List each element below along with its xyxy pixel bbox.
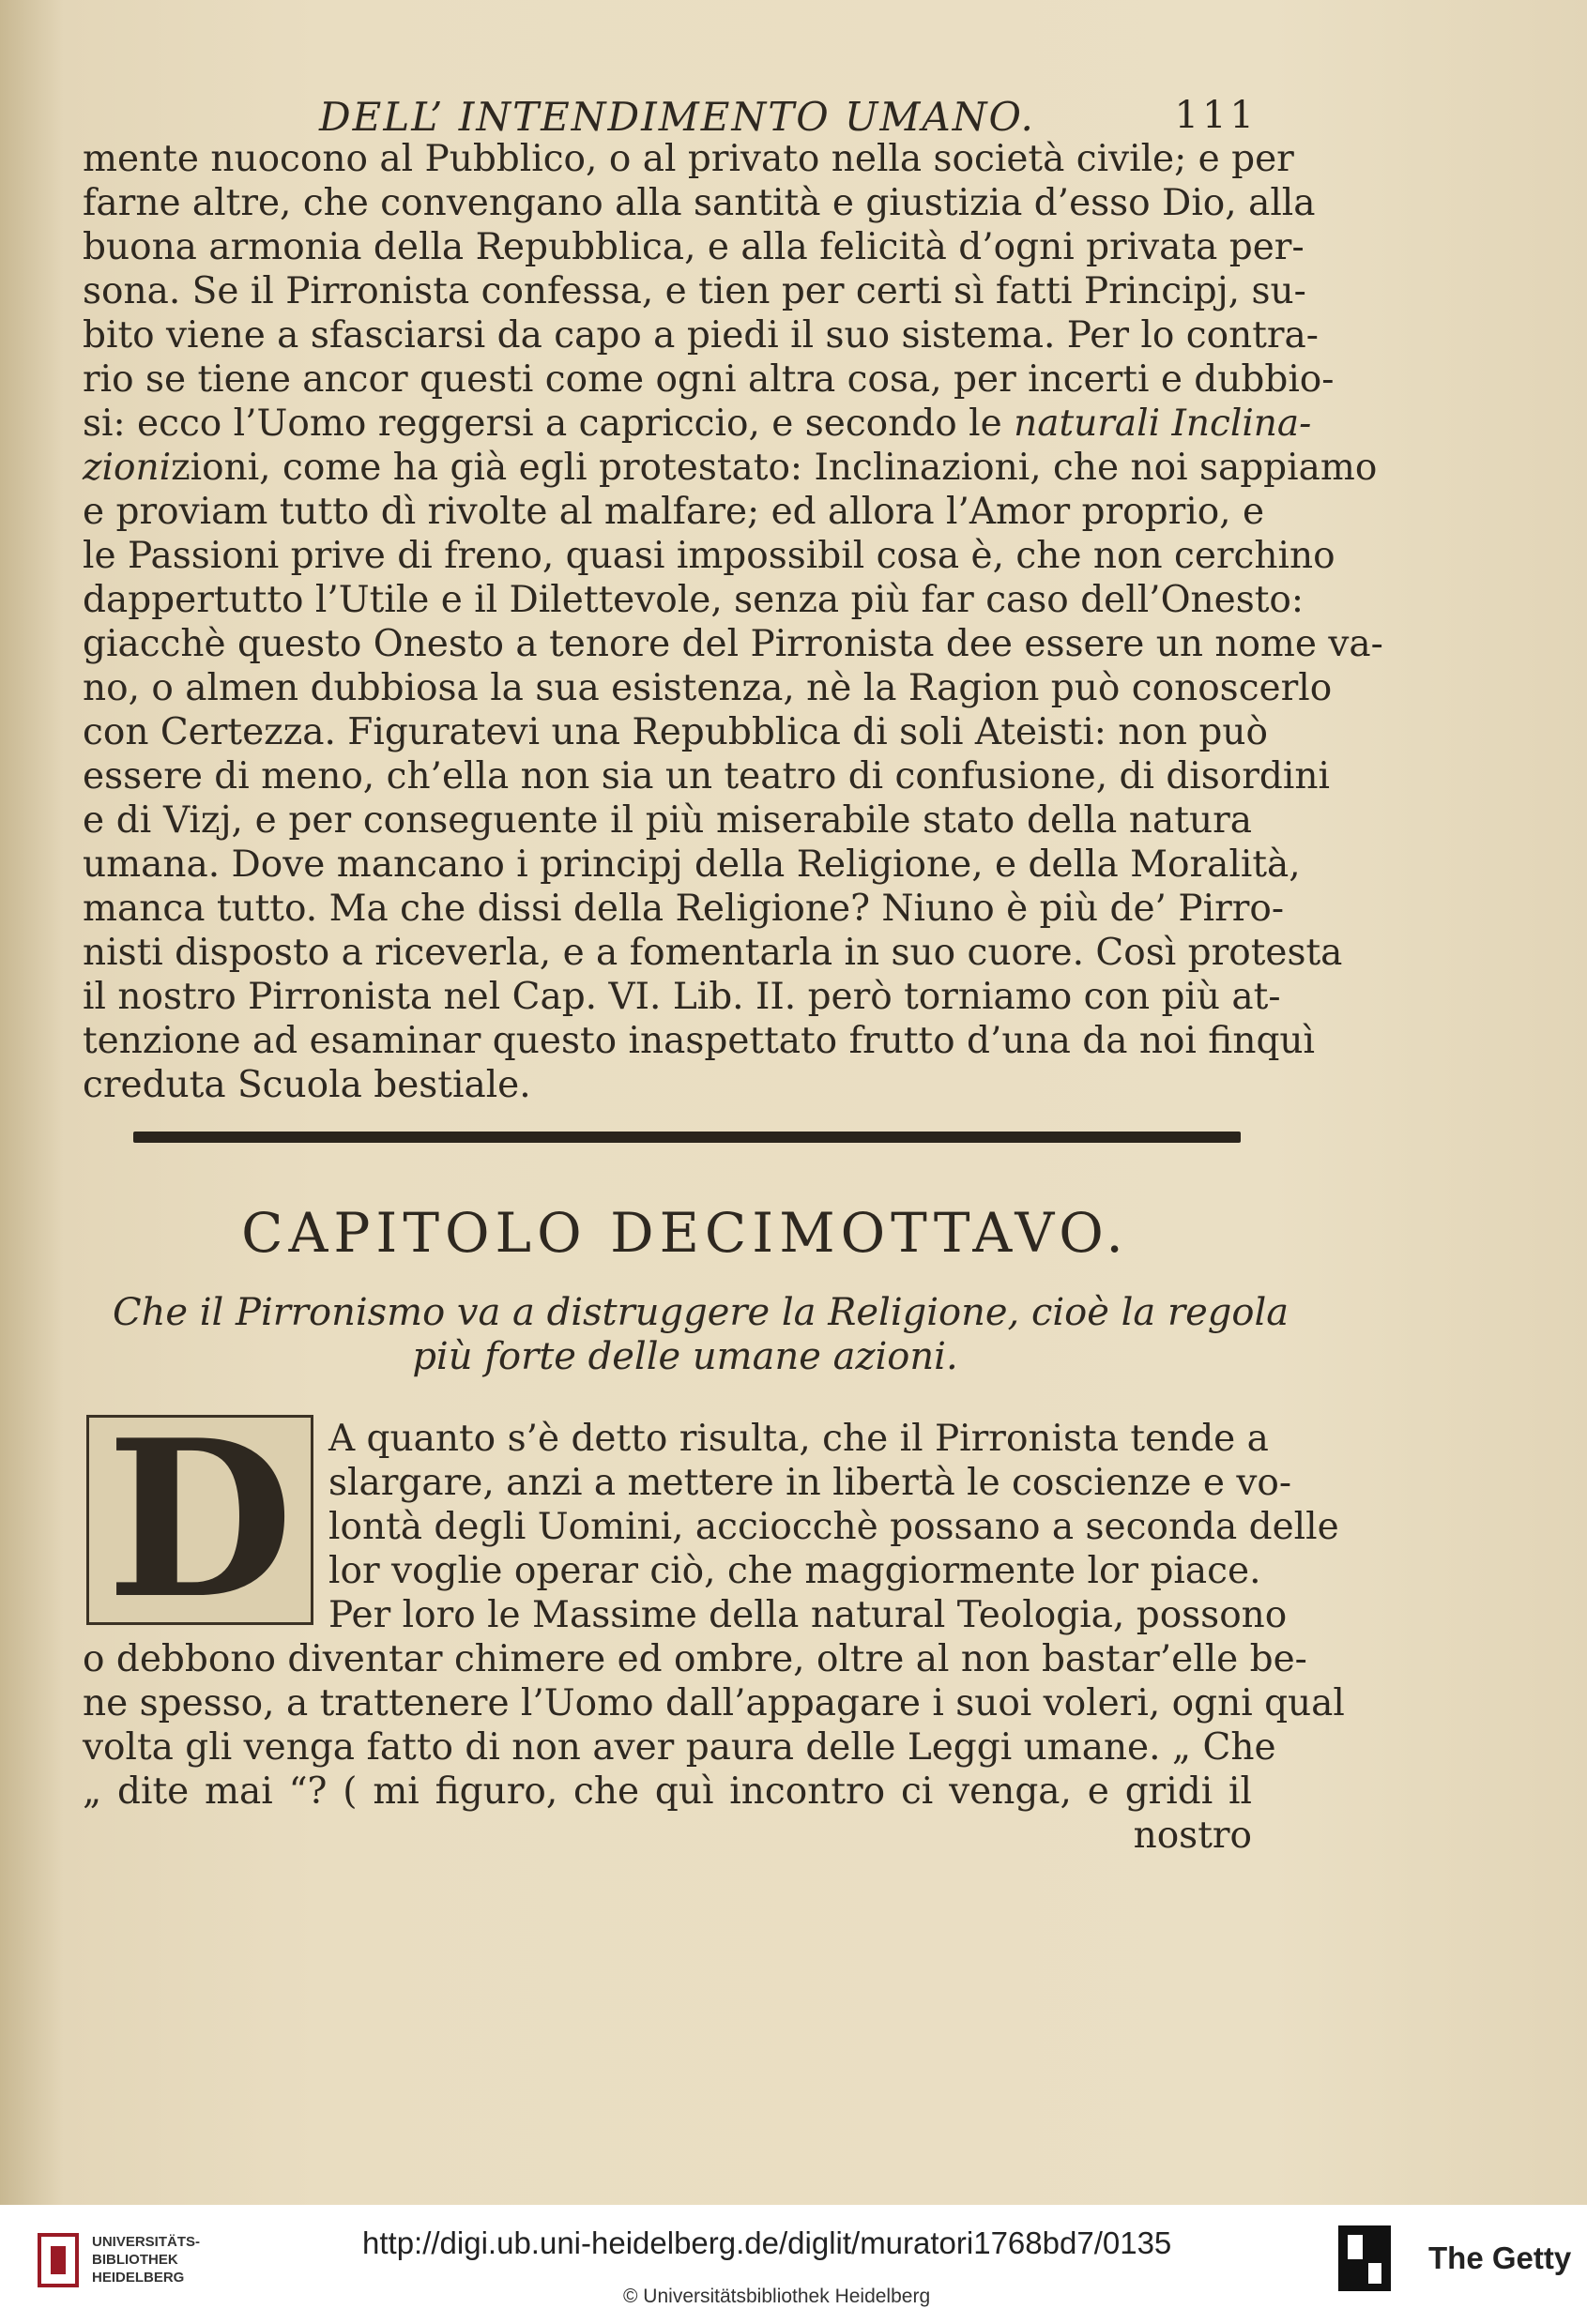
- text-line: o debbono diventar chimere ed ombre, oltre al non bastar’elle be-: [83, 1638, 1307, 1680]
- text-line: giacchè questo Onesto a tenore del Pirronista dee essere un nome va-: [83, 623, 1383, 665]
- text-line: lor voglie operar ciò, che maggiormente lor piace.: [328, 1550, 1261, 1592]
- text-segment: zioni, come ha già egli protestato: Inclinazioni, che noi sappiamo: [171, 447, 1378, 489]
- text-line: buona armonia della Repubblica, e alla felicità d’ogni privata per-: [83, 226, 1305, 268]
- page-number: 111: [1174, 94, 1258, 137]
- text-line: mente nuocono al Pubblico, o al privato nella società civile; e per: [83, 138, 1294, 180]
- text-line: A quanto s’è detto risulta, che il Pirronista tende a: [328, 1418, 1269, 1460]
- text-segment: si: ecco l’Uomo reggersi a capriccio, e secondo le: [83, 403, 1002, 445]
- text-line: tenzione ad esaminar questo inaspettato frutto d’una da noi finquì: [83, 1020, 1315, 1062]
- text-line-with-italic: [83, 446, 1378, 490]
- text-line: e proviam tutto dì rivolte al malfare; ed allora l’Amor proprio, e: [83, 491, 1265, 533]
- text-line: nisti disposto a riceverla, e a fomentarla in suo cuore. Così protesta: [83, 932, 1343, 974]
- text-line: umana. Dove mancano i principj della Religione, e della Moralità,: [83, 843, 1301, 886]
- chapter-subtitle: [113, 1291, 1289, 1379]
- text-line: Per loro le Massime della natural Teologia, possono: [328, 1594, 1288, 1636]
- text-line: rio se tiene ancor questi come ogni altra cosa, per incerti e dubbio-: [83, 358, 1335, 401]
- chapter-divider-rule: [133, 1132, 1241, 1143]
- text-line-with-italic: [83, 402, 1312, 446]
- text-line: con Certezza. Figuratevi una Repubblica di soli Ateisti: non può: [83, 711, 1268, 753]
- text-line: le Passioni prive di freno, quasi impossibil cosa è, che non cerchino: [83, 535, 1335, 577]
- running-title: DELL’ INTENDIMENTO UMANO.: [319, 94, 1035, 140]
- university-logo-icon: [38, 2233, 79, 2287]
- text-line: volta gli venga fatto di non aver paura delle Leggi umane. „ Che: [83, 1726, 1276, 1769]
- text-line: il nostro Pirronista nel Cap. VI. Lib. II. però torniamo con più at-: [83, 976, 1281, 1018]
- italic-segment: zioni: [83, 447, 172, 489]
- text-line: dappertutto l’Utile e il Dilettevole, senza più far caso dell’Onesto:: [83, 579, 1305, 621]
- copyright-notice: © Universitätsbibliothek Heidelberg: [623, 2286, 931, 2307]
- paragraph-1: [83, 137, 1383, 1107]
- permalink-url[interactable]: http://digi.ub.uni-heidelberg.de/diglit/muratori1768bd7/0135: [362, 2225, 1172, 2260]
- subtitle-line: Che il Pirronismo va a distruggere la Religione, cioè la regola: [113, 1291, 1289, 1334]
- university-library-name: UNIVERSITÄTS- BIBLIOTHEK HEIDELBERG: [92, 2234, 201, 2286]
- getty-logo-icon: [1338, 2225, 1391, 2291]
- text-line: sona. Se il Pirronista confessa, e tien per certi sì fatti Principj, su-: [83, 270, 1306, 312]
- text-line: lontà degli Uomini, acciocchè possano a seconda delle: [328, 1506, 1339, 1548]
- paragraph-2: [83, 1393, 1345, 1858]
- text-line: essere di meno, ch’ella non sia un teatro di confusione, di disordini: [83, 755, 1330, 797]
- initial-letter: D: [106, 1393, 294, 1647]
- viewer-footer: [0, 2205, 1587, 2324]
- text-line: „ dite mai “? ( mi figuro, che quì incontro ci venga, e gridi il: [83, 1770, 1252, 1813]
- italic-segment: naturali Inclina-: [1014, 403, 1312, 445]
- text-line: ne spesso, a trattenere l’Uomo dall’appagare i suoi voleri, ogni qual: [83, 1682, 1345, 1724]
- text-line: farne altre, che convengano alla santità e giustizia d’esso Dio, alla: [83, 182, 1316, 224]
- text-line: e di Vizj, e per conseguente il più miserabile stato della natura: [83, 799, 1252, 842]
- text-line: bito viene a sfasciarsi da capo a piedi il suo sistema. Per lo contra-: [83, 314, 1319, 357]
- chapter-title: CAPITOLO DECIMOTTAVO.: [241, 1201, 1129, 1265]
- catchword: nostro: [1133, 1815, 1252, 1857]
- text-line: manca tutto. Ma che dissi della Religione? Niuno è più de’ Pirro-: [83, 888, 1285, 930]
- subtitle-line: più forte delle umane azioni.: [412, 1335, 958, 1378]
- getty-name: The Getty: [1428, 2240, 1572, 2275]
- text-line: creduta Scuola bestiale.: [83, 1064, 531, 1106]
- text-line: no, o almen dubbiosa la sua esistenza, nè la Ragion può conoscerlo: [83, 667, 1333, 709]
- text-line: slargare, anzi a mettere in libertà le coscienze e vo-: [328, 1462, 1292, 1504]
- running-head: [319, 94, 1258, 141]
